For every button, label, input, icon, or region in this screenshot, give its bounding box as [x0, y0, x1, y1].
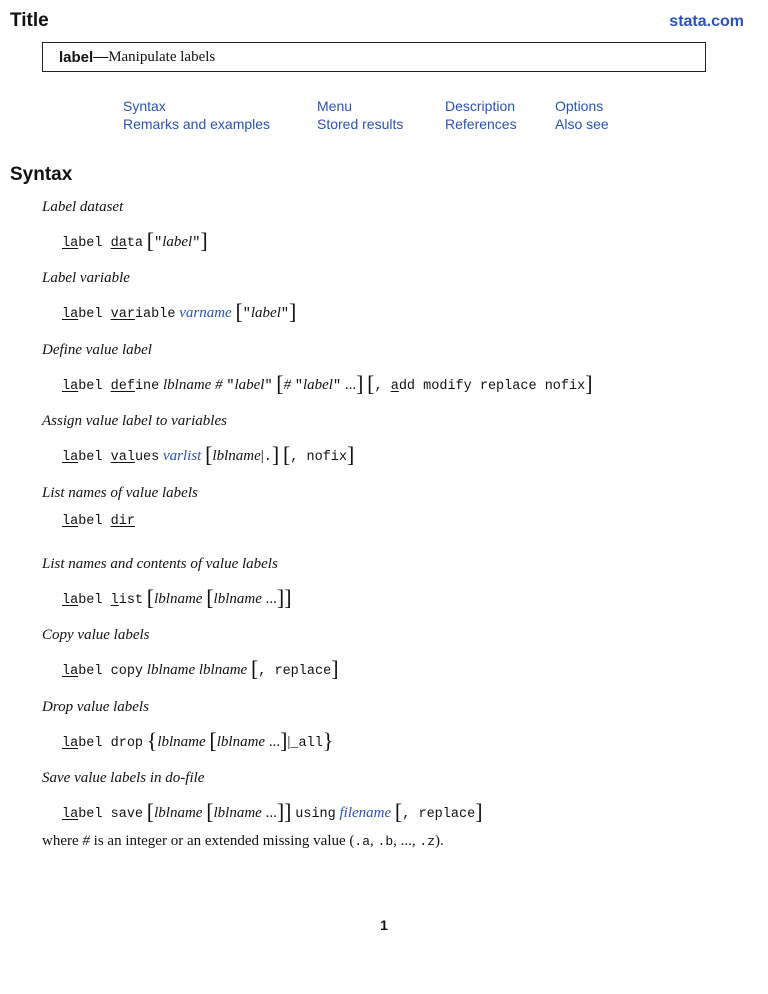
nav-link-options[interactable]: Options — [555, 98, 604, 114]
stata-link[interactable]: stata.com — [669, 13, 744, 30]
syntax-line-label-save: label save [lblname [lblname ...]] using filename [, replace] — [62, 799, 483, 824]
title-description: Manipulate labels — [108, 48, 216, 65]
syntax-line-label-data: label data ["label"] — [62, 228, 208, 253]
page-number: 1 — [380, 917, 388, 933]
syntax-line-label-list: label list [lblname [lblname ...]] — [62, 585, 292, 610]
syntax-define-value-label: Define value label — [42, 342, 152, 358]
syntax-label-dataset: Label dataset — [42, 199, 124, 215]
title-dash: — — [93, 48, 109, 65]
nav-column-1 — [123, 97, 270, 133]
varname-link[interactable]: varname — [179, 305, 232, 321]
syntax-list-names: List names of value labels — [42, 485, 198, 501]
header-title: Title — [10, 10, 49, 31]
filename-link[interactable]: filename — [339, 805, 392, 821]
syntax-save-value-labels: Save value labels in do-file — [42, 770, 205, 786]
nav-link-remarks[interactable]: Remarks and examples — [123, 116, 271, 132]
syntax-line-label-drop: label drop {lblname [lblname ...]|_all} — [62, 728, 334, 753]
varlist-link[interactable]: varlist — [163, 448, 202, 464]
syntax-list-names-contents: List names and contents of value labels — [42, 556, 278, 572]
syntax-label-variable: Label variable — [42, 270, 130, 286]
nav-link-references[interactable]: References — [445, 116, 517, 132]
syntax-line-label-dir: label dir — [62, 514, 135, 529]
syntax-line-label-variable: label variable varname ["label"] — [62, 299, 297, 324]
syntax-copy-value-labels: Copy value labels — [42, 627, 150, 643]
nav-link-stored-results[interactable]: Stored results — [317, 116, 404, 132]
syntax-line-label-copy: label copy lblname lblname [, replace] — [62, 656, 339, 681]
title-command: label — [59, 48, 94, 66]
section-heading-syntax: Syntax — [10, 164, 73, 185]
nav-link-also-see[interactable]: Also see — [555, 116, 609, 132]
nav-column-3 — [445, 97, 517, 133]
nav-link-menu[interactable]: Menu — [317, 98, 353, 114]
nav-link-description[interactable]: Description — [445, 98, 516, 114]
nav-column-4 — [555, 97, 609, 133]
syntax-footnote: where # is an integer or an extended missing value (.a, .b, ..., .z). — [42, 833, 444, 849]
syntax-drop-value-labels: Drop value labels — [42, 699, 149, 715]
syntax-line-label-define: label define lblname # "label" [# "label" ...] [, add modify replace nofix] — [62, 371, 593, 396]
syntax-line-label-values: label values varlist [lblname|.] [, nofix] — [62, 442, 355, 467]
nav-column-2 — [317, 97, 403, 133]
syntax-assign-value-label: Assign value label to variables — [42, 413, 227, 429]
nav-link-syntax[interactable]: Syntax — [123, 98, 166, 114]
title-box — [42, 42, 706, 72]
